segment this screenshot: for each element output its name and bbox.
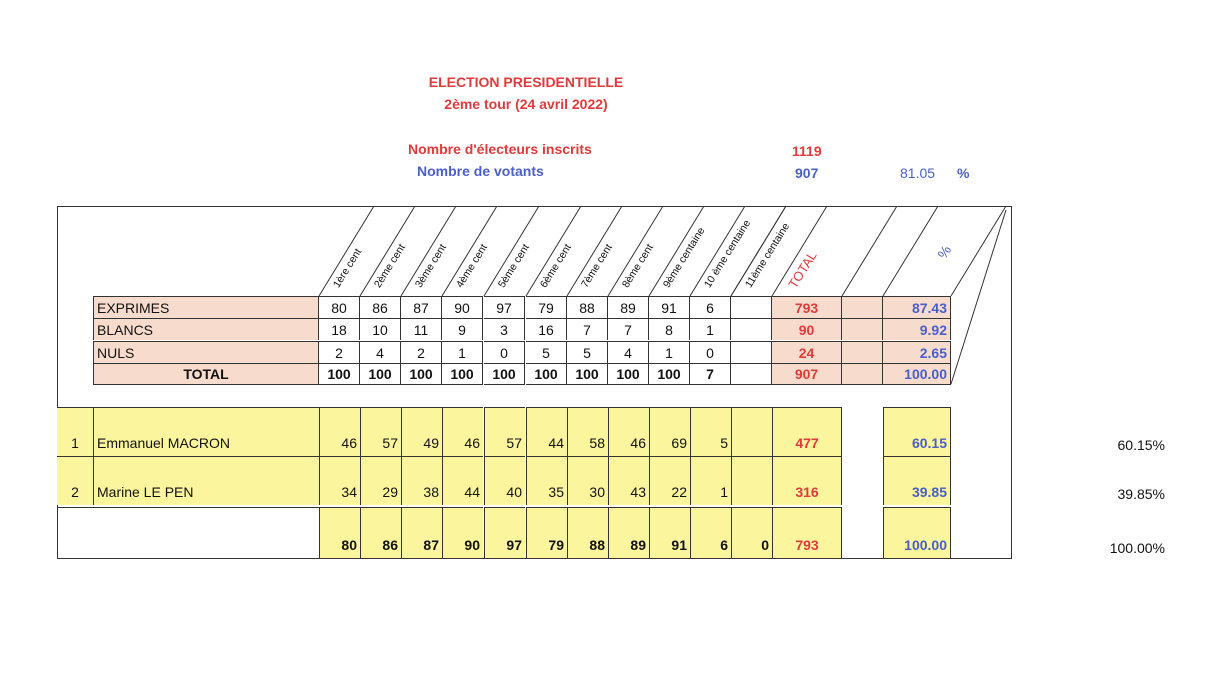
summary-cell: 100 bbox=[360, 363, 401, 385]
candidates-total-cell: 79 bbox=[526, 507, 567, 559]
candidates-total-cell: 0 bbox=[731, 507, 772, 559]
candidate-cell: 5 bbox=[690, 407, 731, 456]
header-diagonal-line bbox=[484, 206, 539, 296]
header-diagonal-line bbox=[442, 206, 497, 296]
header-diagonal-line bbox=[883, 206, 938, 296]
candidate-cell bbox=[731, 456, 772, 505]
candidate-pct: 39.85 bbox=[883, 456, 951, 505]
header-diagonal-line bbox=[731, 206, 786, 296]
candidate-outside-pct: 60.15% bbox=[1117, 437, 1165, 453]
summary-cell: 0 bbox=[484, 341, 525, 363]
summary-cell: 3 bbox=[484, 318, 525, 340]
page-subtitle: 2ème tour (24 avril 2022) bbox=[444, 96, 608, 112]
candidate-cell: 22 bbox=[649, 456, 690, 505]
summary-gap-cell bbox=[842, 363, 883, 385]
summary-cell: 0 bbox=[690, 341, 731, 363]
summary-total: 90 bbox=[772, 318, 842, 340]
candidate-cell: 57 bbox=[360, 407, 401, 456]
summary-cell: 11 bbox=[401, 318, 442, 340]
summary-gap-cell bbox=[842, 341, 883, 363]
column-header-7: 7ème cent bbox=[578, 242, 615, 290]
summary-total: 907 bbox=[772, 363, 842, 385]
summary-cell: 80 bbox=[319, 296, 360, 318]
summary-pct: 2.65 bbox=[883, 341, 951, 363]
summary-cell: 4 bbox=[360, 341, 401, 363]
votants-label: Nombre de votants bbox=[417, 163, 544, 179]
summary-gap-cell bbox=[842, 318, 883, 340]
summary-cell bbox=[731, 363, 772, 385]
candidate-cell: 35 bbox=[526, 456, 567, 505]
summary-cell: 5 bbox=[567, 341, 608, 363]
summary-cell: 79 bbox=[526, 296, 567, 318]
participation-pct: 81.05 bbox=[900, 165, 936, 181]
summary-pct: 100.00 bbox=[883, 363, 951, 385]
candidates-total-cell: 86 bbox=[360, 507, 401, 559]
summary-cell: 1 bbox=[442, 341, 483, 363]
summary-cell: 4 bbox=[608, 341, 649, 363]
summary-pct: 9.92 bbox=[883, 318, 951, 340]
summary-cell: 100 bbox=[442, 363, 483, 385]
summary-cell: 88 bbox=[567, 296, 608, 318]
summary-cell: 91 bbox=[649, 296, 690, 318]
inscrits-value: 1119 bbox=[792, 143, 822, 159]
column-header-8: 8ème cent bbox=[619, 242, 656, 290]
candidate-total: 477 bbox=[772, 407, 842, 456]
summary-cell: 100 bbox=[401, 363, 442, 385]
summary-row-label: NULS bbox=[93, 341, 319, 363]
column-header-4: 4ème cent bbox=[453, 242, 490, 290]
candidate-outside-pct: 39.85% bbox=[1117, 486, 1165, 502]
column-header-5: 5ème cent bbox=[495, 242, 532, 290]
column-header-2: 2ème cent bbox=[371, 242, 408, 290]
header-diagonal-line bbox=[567, 206, 622, 296]
summary-cell: 2 bbox=[401, 341, 442, 363]
candidates-total-cell: 88 bbox=[567, 507, 608, 559]
candidates-total-pct: 100.00 bbox=[883, 507, 951, 559]
candidates-total-cell: 89 bbox=[608, 507, 649, 559]
candidate-cell: 29 bbox=[360, 456, 401, 505]
candidates-total-cell: 87 bbox=[401, 507, 442, 559]
candidate-cell: 46 bbox=[442, 407, 483, 456]
summary-pct: 87.43 bbox=[883, 296, 951, 318]
summary-cell: 1 bbox=[649, 341, 690, 363]
summary-cell: 89 bbox=[608, 296, 649, 318]
summary-cell: 100 bbox=[526, 363, 567, 385]
summary-cell: 7 bbox=[690, 363, 731, 385]
summary-cell: 90 bbox=[442, 296, 483, 318]
summary-cell bbox=[731, 296, 772, 318]
candidate-cell: 43 bbox=[608, 456, 649, 505]
candidate-name: Marine LE PEN bbox=[93, 456, 319, 505]
summary-cell: 100 bbox=[649, 363, 690, 385]
header-diagonal-line bbox=[526, 206, 581, 296]
candidates-total-cell: 6 bbox=[690, 507, 731, 559]
summary-row-label: BLANCS bbox=[93, 318, 319, 340]
column-header-10: 10 ème centaine bbox=[701, 217, 754, 290]
summary-gap-cell bbox=[842, 296, 883, 318]
summary-cell: 9 bbox=[442, 318, 483, 340]
header-diagonal-line bbox=[842, 206, 897, 296]
summary-total: 24 bbox=[772, 341, 842, 363]
candidate-cell: 44 bbox=[442, 456, 483, 505]
column-header-9: 9ème centaine bbox=[660, 225, 708, 290]
summary-cell: 18 bbox=[319, 318, 360, 340]
header-diagonal-line bbox=[649, 206, 704, 296]
summary-cell: 8 bbox=[649, 318, 690, 340]
column-header-total: TOTAL bbox=[785, 248, 820, 291]
candidate-cell: 44 bbox=[526, 407, 567, 456]
summary-total: 793 bbox=[772, 296, 842, 318]
candidates-total-total: 793 bbox=[772, 507, 842, 559]
header-diagonal-line bbox=[951, 206, 1006, 296]
summary-cell bbox=[731, 318, 772, 340]
votants-value: 907 bbox=[795, 165, 819, 181]
candidate-cell: 57 bbox=[484, 407, 525, 456]
header-diagonal-line bbox=[951, 210, 1006, 384]
page-title: ELECTION PRESIDENTIELLE bbox=[428, 74, 624, 90]
summary-cell: 10 bbox=[360, 318, 401, 340]
candidates-total-cell: 90 bbox=[442, 507, 483, 559]
candidate-cell: 49 bbox=[401, 407, 442, 456]
total-row-separator bbox=[57, 507, 319, 508]
column-header-6: 6ème cent bbox=[537, 242, 574, 290]
column-header-pct: % bbox=[934, 242, 955, 262]
candidates-total-outside-pct: 100.00% bbox=[1109, 540, 1165, 556]
candidate-pct: 60.15 bbox=[883, 407, 951, 456]
column-header-11: 11ème centaine bbox=[742, 220, 793, 290]
candidate-total: 316 bbox=[772, 456, 842, 505]
summary-row-label: EXPRIMES bbox=[93, 296, 319, 318]
inscrits-label: Nombre d'électeurs inscrits bbox=[408, 141, 592, 157]
summary-row-label: TOTAL bbox=[93, 363, 319, 385]
candidates-total-cell: 91 bbox=[649, 507, 690, 559]
header-diagonal-line bbox=[401, 206, 456, 296]
summary-cell: 97 bbox=[484, 296, 525, 318]
candidate-cell: 69 bbox=[649, 407, 690, 456]
summary-cell: 100 bbox=[484, 363, 525, 385]
summary-cell: 87 bbox=[401, 296, 442, 318]
candidate-cell bbox=[731, 407, 772, 456]
candidate-cell: 46 bbox=[319, 407, 360, 456]
participation-pct-sign: % bbox=[957, 165, 970, 181]
summary-cell bbox=[731, 341, 772, 363]
candidate-number: 2 bbox=[57, 456, 93, 505]
candidate-cell: 38 bbox=[401, 456, 442, 505]
header-diagonal-line bbox=[319, 206, 374, 296]
column-header-3: 3ème cent bbox=[412, 242, 449, 290]
summary-cell: 7 bbox=[608, 318, 649, 340]
summary-cell: 1 bbox=[690, 318, 731, 340]
candidate-cell: 34 bbox=[319, 456, 360, 505]
candidate-cell: 40 bbox=[484, 456, 525, 505]
summary-cell: 100 bbox=[567, 363, 608, 385]
header-diagonal-line bbox=[608, 206, 663, 296]
summary-cell: 7 bbox=[567, 318, 608, 340]
summary-cell: 100 bbox=[608, 363, 649, 385]
summary-cell: 5 bbox=[526, 341, 567, 363]
candidate-cell: 30 bbox=[567, 456, 608, 505]
candidates-total-cell: 80 bbox=[319, 507, 360, 559]
candidate-cell: 58 bbox=[567, 407, 608, 456]
summary-cell: 6 bbox=[690, 296, 731, 318]
summary-cell: 16 bbox=[526, 318, 567, 340]
header-diagonal-line bbox=[360, 206, 415, 296]
summary-cell: 100 bbox=[319, 363, 360, 385]
summary-cell: 2 bbox=[319, 341, 360, 363]
candidate-cell: 46 bbox=[608, 407, 649, 456]
candidate-name: Emmanuel MACRON bbox=[93, 407, 319, 456]
candidates-total-cell: 97 bbox=[484, 507, 525, 559]
candidate-cell: 1 bbox=[690, 456, 731, 505]
summary-cell: 86 bbox=[360, 296, 401, 318]
candidate-number: 1 bbox=[57, 407, 93, 456]
header-diagonal-line bbox=[690, 206, 745, 296]
column-header-1: 1ère cent bbox=[330, 246, 365, 290]
